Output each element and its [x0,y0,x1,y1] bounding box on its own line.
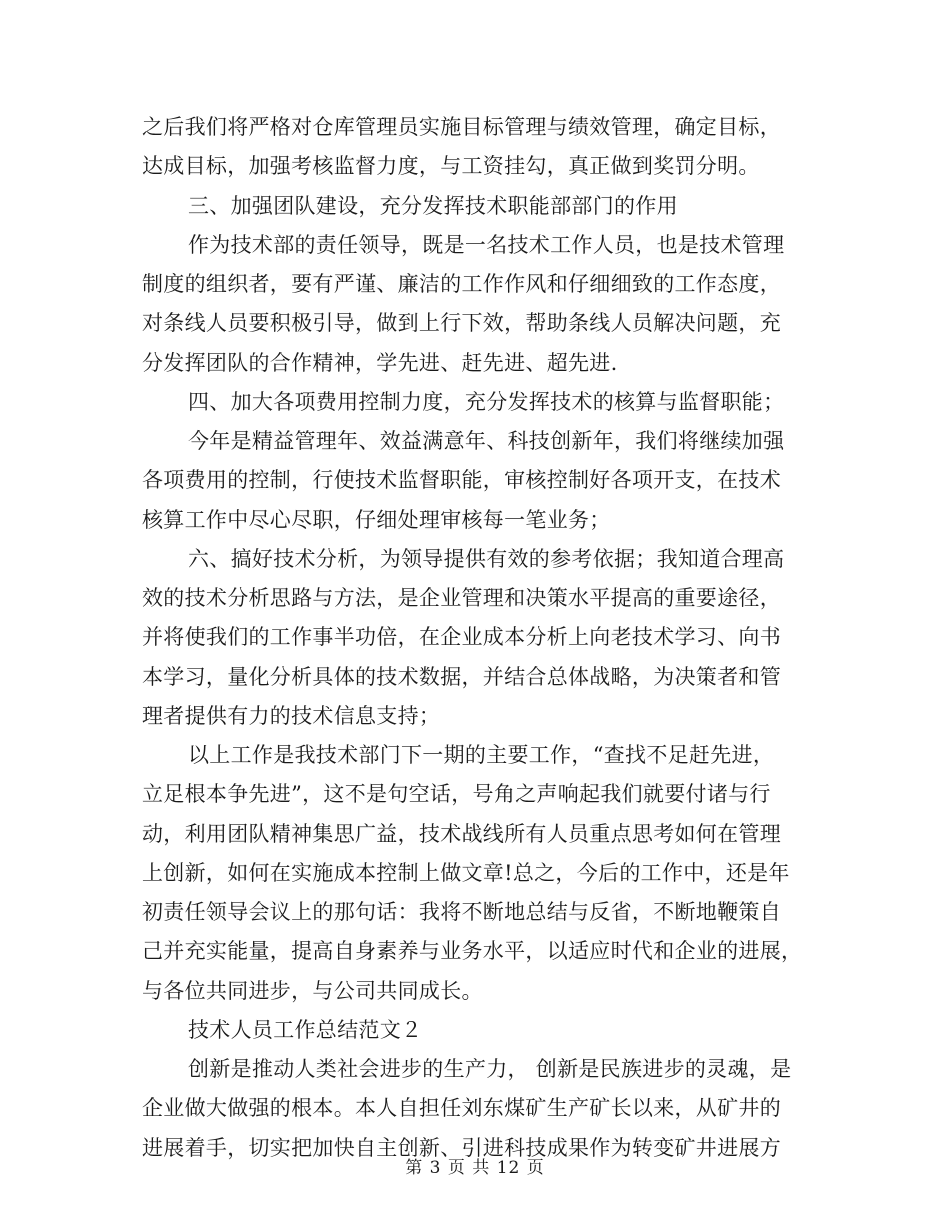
text-line: 以上工作是我技术部门下一期的主要工作，“查找不足赶先进， [188,743,775,767]
text-line: 作为技术部的责任领导，既是一名技术工作人员，也是技术管理 [188,232,785,257]
text-line: 动，利用团队精神集思广益，技术战线所有人员重点思考如何在管理 [142,821,781,846]
text-line: 六、搞好技术分析，为领导提供有效的参考依据；我知道合理高 [188,546,785,571]
text-line: 三、加强团队建设，充分发挥技术职能部部门的作用 [188,193,678,218]
text-line: 上创新，如何在实施成本控制上做文章!总之，今后的工作中，还是年 [142,860,790,885]
text-line: 分发挥团队的合作精神，学先进、赶先进、超先进. [142,350,618,375]
page-footer: 第 3 页 共 12 页 [405,1158,545,1178]
text-line: 四、加大各项费用控制力度，充分发挥技术的核算与监督职能； [188,389,785,414]
text-line: 创新是推动人类社会进步的生产力， 创新是民族进步的灵魂，是 [188,1057,792,1081]
text-line: 本学习，量化分析具体的技术数据，并结合总体战略，为决策者和管 [142,664,781,689]
text-line: 理者提供有力的技术信息支持； [142,703,441,728]
text-line: 达成目标，加强考核监督力度，与工资挂勾，真正做到奖罚分明。 [142,154,760,179]
text-line: 己并充实能量，提高自身素养与业务水平，以适应时代和企业的进展， [142,939,803,964]
text-line: 技术人员工作总结范文２ [188,1017,423,1042]
text-line: 效的技术分析思路与方法，是企业管理和决策水平提高的重要途径， [142,586,781,610]
text-line: 企业做大做强的根本。本人自担任刘东煤矿生产矿长以来，从矿井的 [142,1096,781,1121]
text-line: 与各位共同进步，与公司共同成长。 [142,978,483,1003]
text-line: 各项费用的控制，行使技术监督职能，审核控制好各项开支，在技术 [142,468,781,493]
document-body [142,108,812,1168]
text-line: 对条线人员要积极引导，做到上行下效，帮助条线人员解决问题，充 [142,311,781,336]
text-line: 今年是精益管理年、效益满意年、科技创新年，我们将继续加强 [188,429,785,453]
text-line: 立足根本争先进”，这不是句空话，号角之声响起我们就要付诸与行 [142,782,771,807]
text-line: 并将使我们的工作事半功倍，在企业成本分析上向老技术学习、向书 [142,625,781,650]
text-line: 进展着手，切实把加快自主创新、引进科技成果作为转变矿井进展方 [142,1135,781,1160]
text-line: 初责任领导会议上的那句话：我将不断地总结与反省，不断地鞭策自 [142,900,781,924]
text-line: 制度的组织者，要有严谨、廉洁的工作作风和仔细细致的工作态度， [142,272,781,296]
text-line: 之后我们将严格对仓库管理员实施目标管理与绩效管理，确定目标， [142,115,781,139]
text-line: 核算工作中尽心尽职，仔细处理审核每一笔业务； [142,507,611,532]
